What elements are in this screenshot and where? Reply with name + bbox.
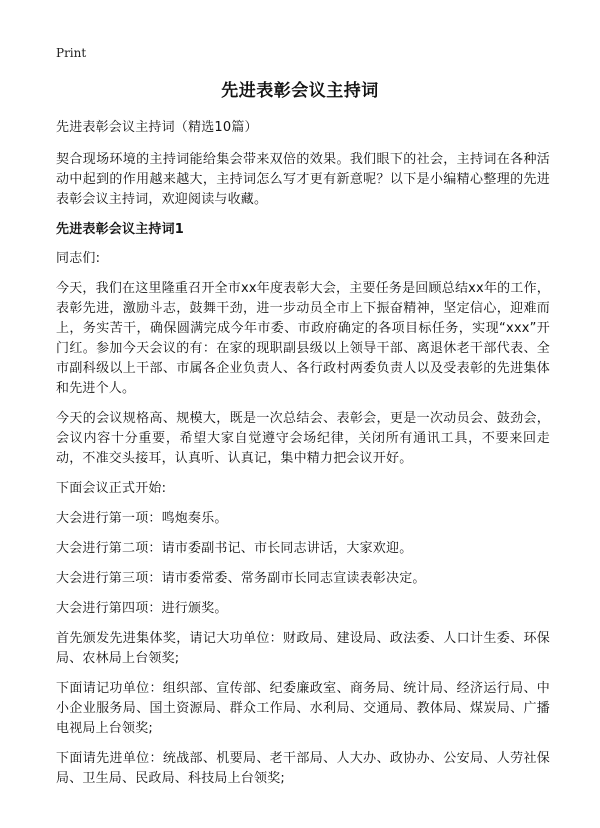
paragraph-award-major-merit: 首先颁发先进集体奖，请记大功单位：财政局、建设局、政法委、人口计生委、环保局、农林局上台领奖;: [56, 631, 550, 666]
section-heading: 先进表彰会议主持词1: [56, 222, 185, 237]
paragraph-agenda-item-1: 大会进行第一项：鸣炮奏乐。: [56, 511, 228, 526]
paragraph-agenda-item-4: 大会进行第四项：进行颁奖。: [56, 601, 228, 616]
paragraph-agenda-item-3: 大会进行第三项：请市委常委、常务副市长同志宣读表彰决定。: [56, 571, 426, 586]
paragraph-meeting-rules: 今天的会议规格高、规模大，既是一次总结会、表彰会，更是一次动员会、鼓劲会，会议内容十分重要，希望大家自觉遵守会场纪律，关闭所有通讯工具，不要来回走动，不准交头接耳，认真听、认真记，集中精力把会议开好。: [56, 411, 550, 466]
intro-paragraph: 契合现场环境的主持词能给集会带来双倍的效果。我们眼下的社会，主持词在各种活动中起到的作用越来越大，主持词怎么写才更有新意呢？以下是小编精心整理的先进表彰会议主持词，欢迎阅读与收藏。: [56, 152, 550, 207]
paragraph-meeting-start: 下面会议正式开始:: [56, 481, 167, 496]
paragraph-salutation: 同志们:: [56, 251, 101, 266]
document-subtitle: 先进表彰会议主持词（精选10篇）: [56, 120, 258, 135]
document-body: [56, 118, 550, 799]
paragraph-award-merit: 下面请记功单位：组织部、宣传部、纪委廉政室、商务局、统计局、经济运行局、中小企业服务局、国土资源局、群众工作局、水利局、交通局、教体局、煤炭局、广播电视局上台领奖;: [56, 681, 550, 736]
paragraph-agenda-item-2: 大会进行第二项：请市委副书记、市长同志讲话，大家欢迎。: [56, 541, 413, 556]
print-label: Print: [56, 46, 87, 60]
paragraph-award-advanced: 下面请先进单位：统战部、机要局、老干部局、人大办、政协办、公安局、人劳社保局、卫生局、民政局、科技局上台领奖;: [56, 751, 550, 786]
document-title: 先进表彰会议主持词: [221, 81, 379, 101]
paragraph-opening: 今天，我们在这里隆重召开全市xx年度表彰大会，主要任务是回顾总结xx年的工作，表彰先进，激励斗志，鼓舞干劲，进一步动员全市上下振奋精神，坚定信心，迎难而上，务实苦干，确保圆满完成今年市委、市政府确定的各项目标任务，实现“xxx”开门红。参加今天会议的有：在家的现职副县级以上领导干部、离退休老干部代表、全市副科级以上干部、市属各企业负责人、各行政村两委负责人以及受表彰的先进集体和先进个人。: [56, 281, 550, 396]
